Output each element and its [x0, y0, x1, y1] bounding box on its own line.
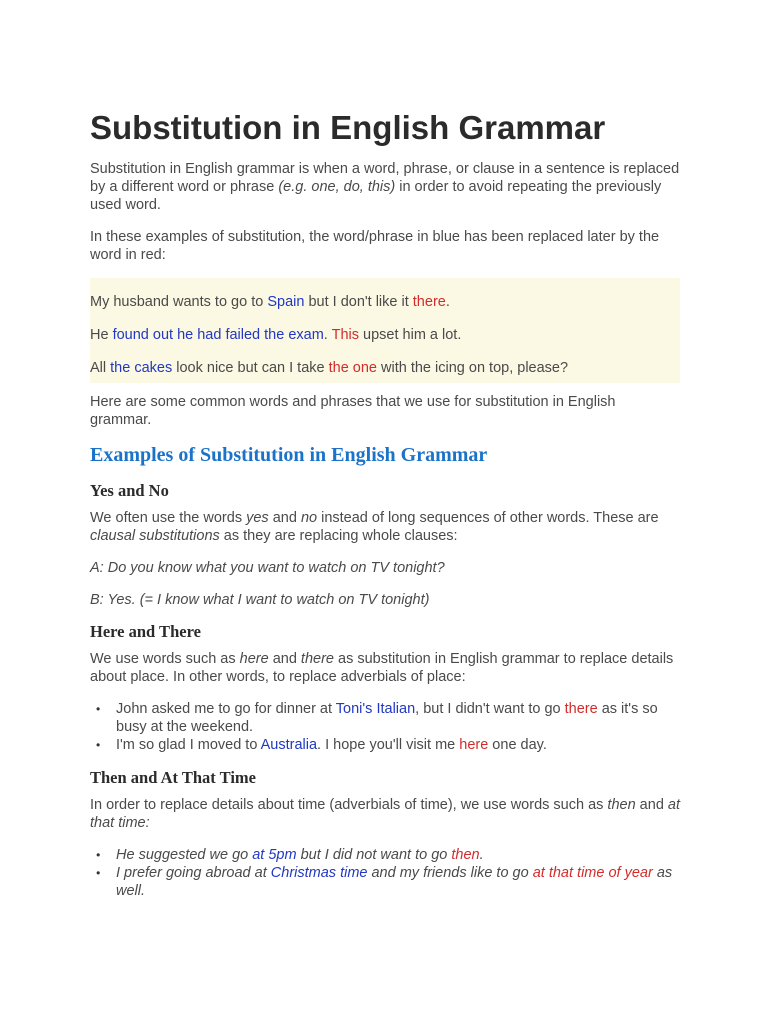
original-phrase: Toni's Italian: [335, 701, 416, 717]
term: clausal substitutions: [90, 528, 220, 544]
original-phrase: the cakes: [110, 360, 173, 376]
bullet-icon: •: [96, 738, 101, 752]
text: as they are replacing whole clauses:: [219, 528, 458, 544]
text: look nice but can I take: [172, 360, 329, 376]
text: All: [90, 360, 111, 376]
subheading-here-there: Here and There: [90, 622, 201, 641]
time-examples-list: [90, 846, 680, 900]
place-examples-list: [90, 700, 680, 754]
term: there: [300, 651, 334, 667]
text: and my friends like to go: [367, 865, 533, 881]
text: but I don't like it: [304, 294, 413, 310]
section-heading: Examples of Substitution in English Grammar: [90, 444, 488, 466]
bullet-icon: •: [96, 866, 101, 880]
yes-no-paragraph: [90, 509, 680, 545]
list-item: [96, 846, 680, 864]
text: instead of long sequences of other words. These are: [317, 510, 659, 526]
text: , but I didn't want to go: [415, 701, 565, 717]
page-title: Substitution in English Grammar: [90, 109, 606, 146]
text: but I did not want to go: [296, 847, 452, 863]
substitute-word: there: [564, 701, 598, 717]
text: and: [268, 651, 301, 667]
article: [90, 108, 680, 914]
original-phrase: Australia: [260, 737, 318, 753]
text: He suggested we go: [116, 847, 253, 863]
original-phrase: found out he had failed the exam: [112, 327, 324, 343]
bullet-icon: •: [96, 702, 101, 716]
example-sentence: [90, 293, 680, 311]
term: at that time:: [90, 797, 680, 831]
list-item: [96, 864, 680, 900]
dialogue-line-b: B: Yes. (= I know what I want to watch on TV tonight): [90, 592, 430, 608]
text: and: [268, 510, 301, 526]
text: I'm so glad I moved to: [116, 737, 261, 753]
text: as well.: [116, 865, 673, 899]
term: yes: [246, 510, 269, 526]
text: In order to replace details about time (adverbials of time), we use words such as: [90, 797, 608, 813]
text: .: [479, 847, 484, 863]
term: here: [239, 651, 269, 667]
subheading-yes-no: Yes and No: [90, 481, 169, 500]
text: We use words such as: [90, 651, 240, 667]
text: upset him a lot.: [359, 327, 462, 343]
examples-box: [90, 278, 680, 383]
example-sentence: [90, 326, 680, 344]
term: no: [300, 510, 318, 526]
text: We often use the words: [90, 510, 247, 526]
text: in order to avoid repeating the previously used word.: [90, 179, 662, 213]
here-there-paragraph: [90, 650, 680, 686]
text: John asked me to go for dinner at: [116, 701, 336, 717]
example-sentence: [90, 359, 680, 377]
text: .: [323, 327, 332, 343]
text: . I hope you'll visit me: [317, 737, 460, 753]
substitute-word: This: [331, 327, 359, 343]
original-phrase: at 5pm: [252, 847, 297, 863]
text: .: [445, 294, 450, 310]
text: and: [635, 797, 668, 813]
substitute-word: then: [451, 847, 480, 863]
text: with the icing on top, please?: [377, 360, 569, 376]
text: He: [90, 327, 113, 343]
substitute-word: there: [412, 294, 446, 310]
substitute-word: at that time of year: [532, 865, 653, 881]
list-item: [96, 700, 680, 736]
text: as it's so busy at the weekend.: [116, 701, 658, 735]
substitute-word: the one: [328, 360, 377, 376]
bullet-icon: •: [96, 848, 101, 862]
original-phrase: Christmas time: [270, 865, 368, 881]
explanation-paragraph: In these examples of substitution, the word/phrase in blue has been replaced later by the word in red:: [90, 229, 660, 263]
substitute-word: here: [459, 737, 489, 753]
term: then: [607, 797, 636, 813]
text: Substitution in English grammar is when a word, phrase, or clause in a sentence is replaced by a different word or phrase: [90, 161, 680, 195]
text: as substitution in English grammar to replace details about place. In other words, to replace adverbials of place:: [90, 651, 674, 685]
transition-paragraph: Here are some common words and phrases that we use for substitution in English grammar.: [90, 394, 616, 428]
then-time-paragraph: [90, 796, 680, 832]
list-item: [96, 736, 680, 754]
text: My husband wants to go to: [90, 294, 268, 310]
text: one day.: [488, 737, 547, 753]
original-phrase: Spain: [267, 294, 305, 310]
subheading-then-time: Then and At That Time: [90, 768, 256, 787]
text: I prefer going abroad at: [116, 865, 271, 881]
intro-paragraph: [90, 160, 680, 214]
dialogue-line-a: A: Do you know what you want to watch on TV tonight?: [90, 560, 445, 576]
example-words: (e.g. one, do, this): [278, 179, 396, 195]
